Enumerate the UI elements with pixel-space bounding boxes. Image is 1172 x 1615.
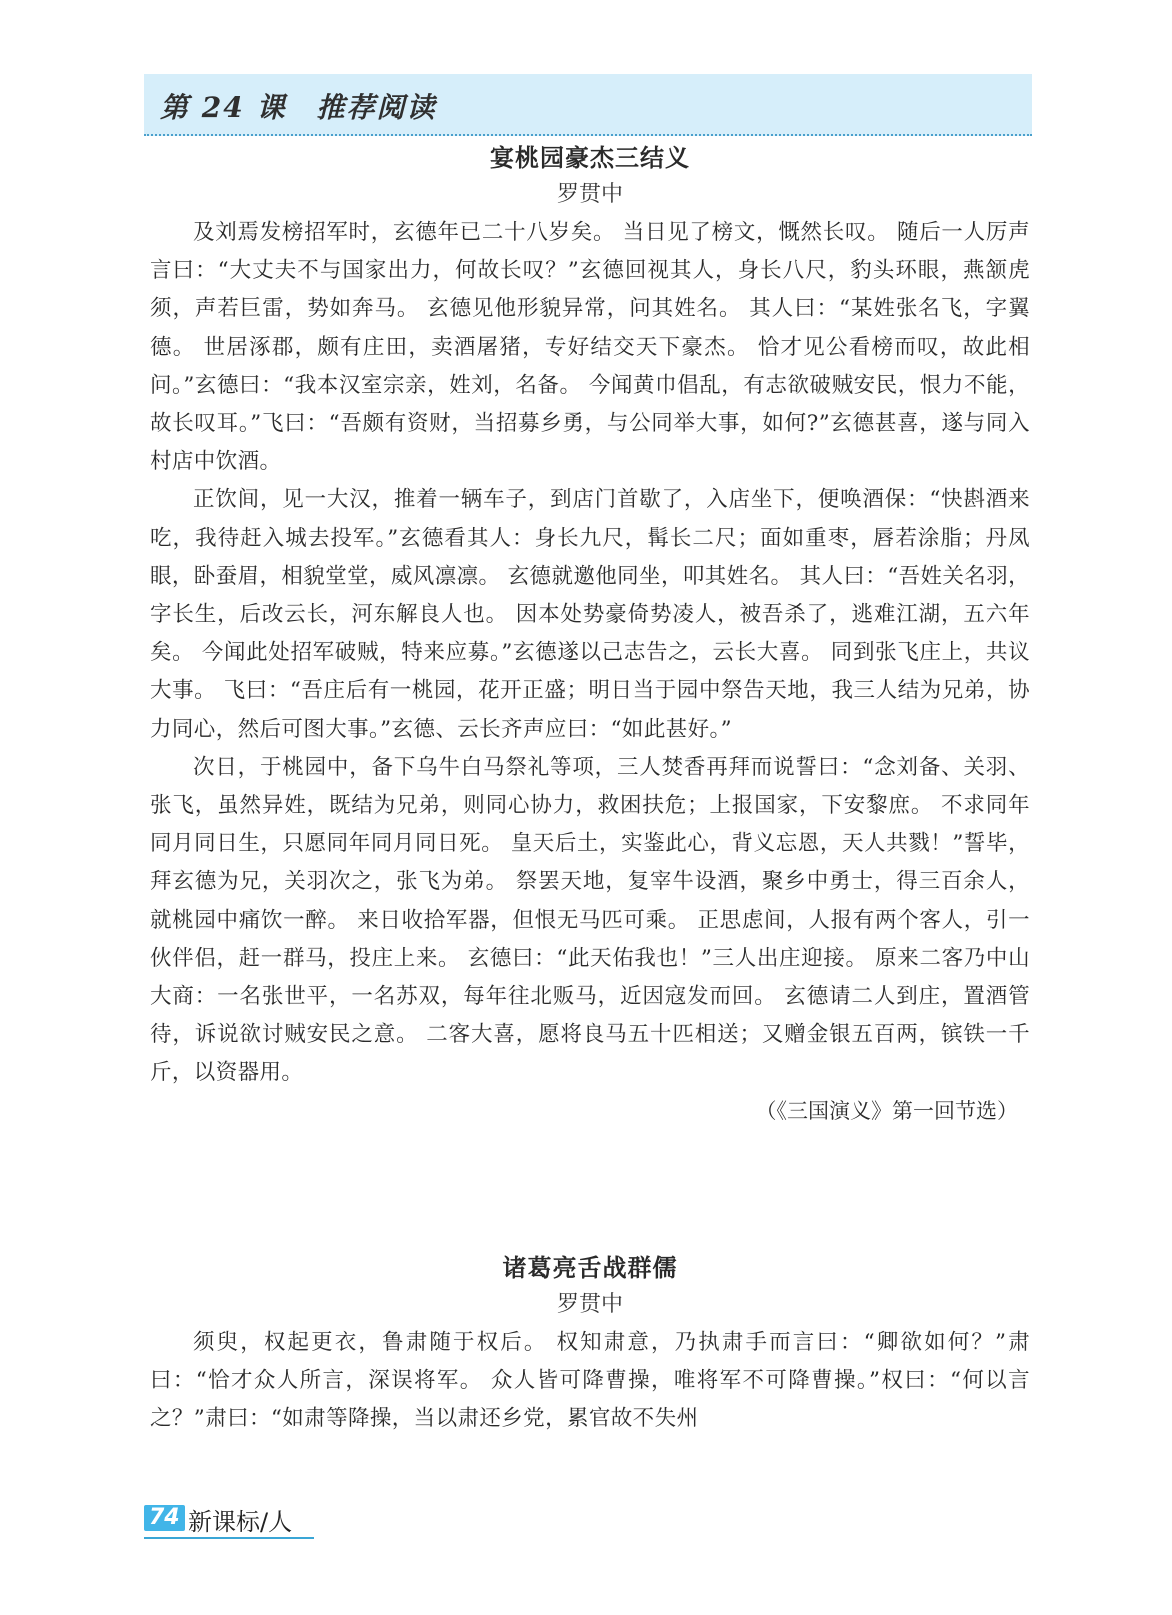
- paragraph: 须臾，权起更衣，鲁肃随于权后。 权知肃意，乃执肃手而言曰：“卿欲如何？”肃曰：“恰才众人所言，深误将军。 众人皆可降曹操，唯将军不可降曹操。”权曰：“何以言之？”肃曰：“如肃等降操，当以肃还乡党，累官故不失州: [150, 1330, 1030, 1432]
- paragraph: 次日，于桃园中，备下乌牛白马祭礼等项，三人焚香再拜而说誓曰：“念刘备、关羽、张飞，虽然异姓，既结为兄弟，则同心协力，救困扶危；上报国家，下安黎庶。 不求同年同月同日生，只愿同年同月同日死。 皇天后土，实鉴此心，背义忘恩，天人共戮！”誓毕，拜玄德为兄，关羽次之，张飞为弟。 祭罢天地，复宰牛设酒，聚乡中勇士，得三百余人，就桃园中痛饮一醉。 来日收拾军器，但恨无马匹可乘。 正思虑间，人报有两个客人，引一伙伴侣，赶一群马，投庄上来。 玄德曰：“此天佑我也！”三人出庄迎接。 原来二客乃中山大商：一名张世平，一名苏双，每年往北贩马，近因寇发而回。 玄德请二人到庄，置酒管待，诉说欲讨贼安民之意。 二客大喜，愿将良马五十匹相送；又赠金银五百两，镔铁一千斤，以资器用。: [150, 754, 1030, 1086]
- section-2-author: 罗贯中: [556, 1292, 623, 1317]
- paragraph: 及刘焉发榜招军时，玄德年已二十八岁矣。 当日见了榜文，慨然长叹。 随后一人厉声言曰：“大丈夫不与国家出力，何故长叹？”玄德回视其人，身长八尺，豹头环眼，燕颔虎须，声若巨雷，势如奔马。 玄德见他形貌异常，问其姓名。 其人曰：“某姓张名飞，字翼德。 世居涿郡，颇有庄田，卖酒屠猪，专好结交天下豪杰。 恰才见公看榜而叹，故此相问。”玄德曰：“我本汉室宗亲，姓刘，名备。 今闻黄巾倡乱，有志欲破贼安民，恨力不能，故长叹耳。”飞曰：“吾颇有资财，当招募乡勇，与公同举大事，如何?”玄德甚喜，遂与同入村店中饮酒。: [150, 220, 1030, 475]
- section-1-author: 罗贯中: [556, 182, 623, 207]
- page-number: 74: [144, 1505, 185, 1531]
- lesson-title: 第 24 课 推荐阅读: [160, 91, 437, 124]
- section-2-title: 诸葛亮舌战群儒: [502, 1254, 678, 1282]
- section-1: [150, 140, 1030, 1125]
- lesson-header: [144, 74, 1032, 136]
- paragraph: 正饮间，见一大汉，推着一辆车子，到店门首歇了，入店坐下，便唤酒保：“快斟酒来吃，我待赶入城去投军。”玄德看其人：身长九尺，髯长二尺；面如重枣，唇若涂脂；丹凤眼，卧蚕眉，相貌堂堂，威风凛凛。 玄德就邀他同坐，叩其姓名。 其人曰：“吾姓关名羽，字长生，后改云长，河东解良人也。 因本处势豪倚势凌人，被吾杀了，逃难江湖，五六年矣。 今闻此处招军破贼，特来应募。”玄德遂以己志告之，云长大喜。 同到张飞庄上，共议大事。 飞曰：“吾庄后有一桃园，花开正盛；明日当于园中祭告天地，我三人结为兄弟，协力同心，然后可图大事。”玄德、云长齐声应曰：“如此甚好。”: [150, 487, 1030, 742]
- footer-label: 新课标/人: [188, 1508, 293, 1536]
- source-citation: （《三国演义》第一回节选）: [755, 1098, 1018, 1123]
- page-footer: [144, 1501, 314, 1539]
- section-2: [150, 1250, 1030, 1439]
- section-1-title: 宴桃园豪杰三结义: [490, 144, 690, 172]
